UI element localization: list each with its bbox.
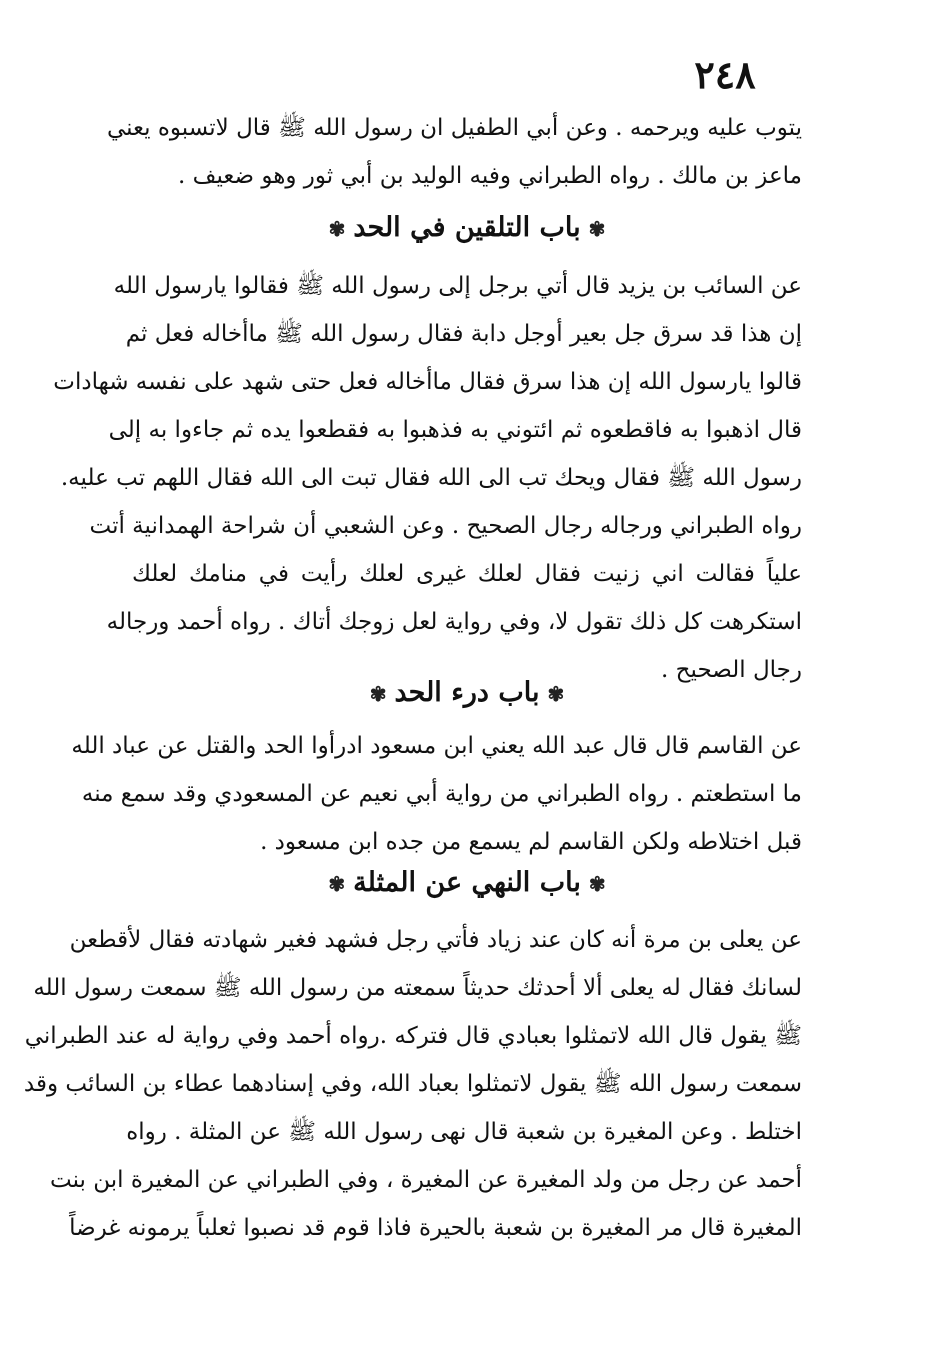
ornament-icon: ✾ (588, 871, 606, 896)
text-line: أحمد عن رجل من ولد المغيرة عن المغيرة ، وفي الطبراني عن المغيرة ابن بنت (50, 1167, 802, 1193)
text-line: ﷺ يقول قال الله لاتمثلوا بعبادي قال فتركه .رواه أحمد وفي رواية له عند الطبراني (24, 1023, 802, 1049)
ornament-icon: ✾ (328, 216, 346, 241)
text-line: استكرهت كل ذلك تقول لا، وفي رواية لعل زوجك أتاك . رواه أحمد ورجاله (106, 609, 802, 635)
ornament-icon: ✾ (588, 216, 606, 241)
text-line: علياً فقالت اني زنيت فقال لعلك غيرى لعلك رأيت في منامك لعلك (132, 561, 802, 587)
text-line: رسول الله ﷺ فقال ويحك تب الى الله فقال تبت الى الله فقال اللهم تب عليه. (60, 465, 802, 491)
text-line: عن يعلى بن مرة أنه كان عند زياد فأتي رجل فشهد فغير شهادته فقال لأقطعن (69, 927, 802, 953)
section-heading (132, 668, 802, 718)
ornament-icon: ✾ (369, 681, 387, 706)
text-line: رواه الطبراني ورجاله رجال الصحيح . وعن الشعبي أن شراحة الهمدانية أتت (89, 513, 802, 539)
text-line: لسانك فقال له يعلى ألا أحدثك حديثاً سمعته من رسول الله ﷺ سمعت رسول الله (33, 975, 802, 1001)
section-heading (132, 203, 802, 253)
text-line: رجال الصحيح . (661, 657, 802, 683)
section-title: باب النهي عن المثلة (353, 867, 581, 898)
ornament-icon: ✾ (547, 681, 565, 706)
section-title: باب التلقين في الحد (353, 212, 581, 243)
text-line: ماعز بن مالك . رواه الطبراني وفيه الوليد بن أبي ثور وهو ضعيف . (178, 163, 802, 189)
intro-paragraph (106, 104, 802, 200)
text-line: قبل اختلاطه ولكن القاسم لم يسمع من جده ابن مسعود . (260, 829, 802, 855)
text-line: سمعت رسول الله ﷺ يقول لاتمثلوا بعباد الله، وفي إسنادهما عطاء بن السائب وقد (23, 1071, 802, 1097)
section-heading (132, 858, 802, 908)
text-line: إن هذا قد سرق جل بعير أوجل دابة فقال رسول الله ﷺ ماأخاله فعل ثم (125, 321, 802, 347)
text-line: يتوب عليه ويرحمه . وعن أبي الطفيل ان رسول الله ﷺ قال لاتسبوه يعني (106, 115, 802, 141)
page-number: ٢٤٨ (694, 52, 756, 97)
text-line: اختلط . وعن المغيرة بن شعبة قال نهى رسول الله ﷺ عن المثلة . رواه (126, 1119, 802, 1145)
text-line: عن القاسم قال قال عبد الله يعني ابن مسعود ادرأوا الحد والقتل عن عباد الله (71, 733, 802, 759)
text-line: عن السائب بن يزيد قال أتي برجل إلى رسول الله ﷺ فقالوا يارسول الله (113, 273, 802, 299)
text-line: المغيرة قال مر المغيرة بن شعبة بالحيرة فاذا قوم قد نصبوا ثعلباً يرمونه غرضاً (69, 1215, 802, 1241)
text-line: ما استطعتم . رواه الطبراني من رواية أبي نعيم عن المسعودي وقد سمع منه (81, 781, 802, 807)
text-line: قالوا يارسول الله إن هذا سرق فقال ماأخاله فعل حتى شهد على نفسه شهادات (53, 369, 802, 395)
section-paragraph (71, 722, 802, 866)
section-paragraph (23, 916, 802, 1252)
ornament-icon: ✾ (328, 871, 346, 896)
section-title: باب درء الحد (394, 677, 540, 708)
section-paragraph (53, 262, 802, 694)
text-line: قال اذهبوا به فاقطعوه ثم ائتوني به فذهبوا به فقطعوا يده ثم جاءوا به إلى (108, 417, 802, 443)
